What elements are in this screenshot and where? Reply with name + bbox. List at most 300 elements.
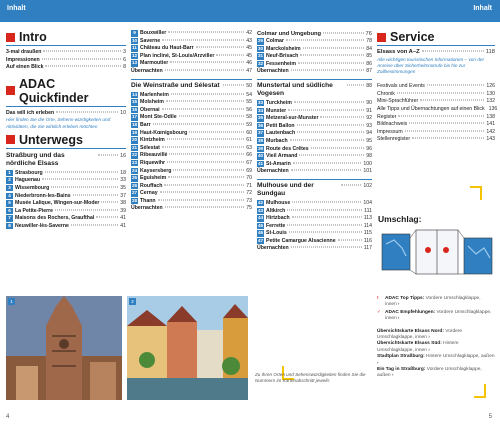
- region-2[interactable]: Die Weinstraße und Sélestat 50: [131, 81, 252, 89]
- toc-label: Eguisheim: [140, 175, 167, 182]
- map-reference: Übersichtskarte Elsass Süd: Hintere Umschlagklappe, innen ›: [377, 341, 459, 353]
- toc-label: Maisons des Rochers, Graufthal: [15, 215, 95, 222]
- cover-diagram: [380, 224, 495, 292]
- entry-number-badge: 38: [257, 137, 264, 143]
- entry-number-badge: 39: [257, 145, 264, 151]
- red-square-icon: [6, 33, 15, 42]
- entry-number-badge: 33: [257, 99, 264, 105]
- toc-label: Register: [377, 113, 397, 120]
- service-row[interactable]: [377, 105, 498, 114]
- toc-page: 78: [366, 38, 372, 44]
- leader-dots: [162, 39, 244, 40]
- leader-dots: [216, 54, 244, 55]
- leader-dots: [289, 232, 362, 233]
- toc-label: Marckolsheim: [266, 45, 301, 52]
- toc-label: Colmar: [266, 38, 284, 44]
- toc-label: Lautenbach: [266, 130, 296, 137]
- leader-dots: [167, 139, 244, 140]
- yellow-corner-top: [470, 186, 482, 200]
- column-3: [257, 30, 372, 253]
- toc-page: 93: [366, 122, 372, 129]
- intro-heading: Intro: [6, 30, 126, 46]
- entry-number-badge: 7: [6, 215, 13, 222]
- toc-row[interactable]: [257, 53, 372, 61]
- region-5[interactable]: Mulhouse und der Sundgau 102: [257, 181, 372, 197]
- leader-dots: [427, 85, 484, 86]
- leader-dots: [45, 66, 121, 67]
- toc-label: Hirtzbach: [266, 215, 290, 222]
- leader-dots: [168, 177, 244, 178]
- toc-row[interactable]: [131, 122, 252, 130]
- entry-number-badge: 2: [6, 177, 13, 184]
- leader-dots: [311, 147, 365, 148]
- leader-dots: [288, 109, 364, 110]
- toc-page: 63: [246, 144, 252, 151]
- entry-number-badge: 42: [257, 199, 264, 205]
- entry-number-badge: 36: [257, 122, 264, 128]
- unterwegs-heading: Unterwegs: [6, 133, 126, 149]
- photo-colmar-canal: [127, 296, 248, 400]
- entry-number-badge: 13: [131, 60, 138, 66]
- leader-dots: [158, 199, 245, 200]
- toc-page: 75: [246, 205, 252, 212]
- toc-row[interactable]: [6, 110, 126, 118]
- toc-page: 92: [366, 115, 372, 122]
- leader-dots: [291, 70, 365, 71]
- toc-label: Wissembourg: [15, 184, 50, 191]
- toc-row[interactable]: [131, 168, 252, 176]
- toc-row[interactable]: [131, 160, 252, 168]
- entry-number-badge: 21: [131, 144, 138, 150]
- toc-page: 58: [246, 114, 252, 121]
- toc-row[interactable]: [131, 45, 252, 53]
- leader-dots: [405, 130, 485, 131]
- toc-label: Kaysersberg: [140, 167, 172, 174]
- service-az[interactable]: Elsass von A–Z 118: [377, 49, 495, 55]
- toc-label: Ferrette: [266, 222, 286, 229]
- toc-label: Sélestat: [140, 144, 160, 151]
- leader-dots: [55, 209, 118, 210]
- entry-number-badge: 4: [6, 193, 13, 200]
- umschlag-legend: [377, 296, 495, 380]
- entry-number-badge: 19: [131, 129, 138, 135]
- red-square-icon: [377, 33, 386, 42]
- toc-label: Marlenheim: [140, 91, 169, 98]
- leader-dots: [290, 139, 365, 140]
- toc-label: Saverne: [140, 37, 161, 44]
- toc-label: Barr: [140, 121, 151, 128]
- photo-badge: 2: [129, 298, 136, 305]
- column-4: [377, 30, 498, 144]
- toc-page: 100: [363, 160, 372, 167]
- leader-dots: [300, 55, 364, 56]
- toc-label: Alle Tipps und Übernachtungen auf einen Blick: [377, 105, 485, 112]
- entry-number-badge: 5: [6, 200, 13, 207]
- leader-dots: [45, 171, 119, 172]
- toc-page: 56: [246, 106, 252, 113]
- toc-row[interactable]: [131, 53, 252, 61]
- toc-row[interactable]: [257, 123, 372, 131]
- toc-page: 72: [246, 190, 252, 197]
- toc-row[interactable]: [257, 146, 372, 154]
- entry-number-badge: 6: [6, 208, 13, 215]
- toc-label: La Petite-Pierre: [15, 207, 54, 214]
- region-4[interactable]: Munstertal und südliche Vogesen 88: [257, 81, 372, 97]
- toc-label: Mini-Sprachführer: [377, 98, 419, 105]
- entry-number-badge: 11: [132, 45, 137, 51]
- toc-page: 113: [363, 215, 372, 222]
- quickfinder-text: Hier finden Sie die Orte, Sehens-würdigkeiten und Aktivitäten, die Sie wirklich erleben möchten: [6, 117, 111, 129]
- toc-page: 6: [123, 56, 126, 63]
- toc-row[interactable]: [6, 177, 126, 185]
- toc-page: 71: [246, 182, 252, 189]
- header-right: Inhalt: [473, 5, 492, 12]
- entry-number-badge: 26: [131, 182, 138, 188]
- toc-row[interactable]: [257, 38, 372, 46]
- toc-page: 85: [366, 53, 372, 60]
- toc-label: Kintzheim: [140, 137, 165, 144]
- leader-dots: [73, 194, 119, 195]
- leader-dots: [42, 179, 118, 180]
- service-row[interactable]: [377, 91, 495, 99]
- uebernachten-row[interactable]: [131, 68, 252, 76]
- toc-row[interactable]: [131, 99, 252, 107]
- toc-row[interactable]: [6, 215, 126, 223]
- leader-dots: [56, 111, 118, 112]
- toc-label: Mont Ste-Odile: [140, 114, 177, 121]
- leader-dots: [96, 217, 118, 218]
- toc-label: Strasbourg: [15, 169, 43, 176]
- leader-dots: [170, 62, 244, 63]
- uebernachten-row[interactable]: [131, 205, 252, 213]
- page-number-left: 4: [6, 414, 10, 420]
- toc-page: 95: [366, 137, 372, 144]
- leader-dots: [189, 131, 244, 132]
- leader-dots: [167, 161, 244, 162]
- entry-number-badge: 8: [6, 223, 13, 230]
- toc-page: 41: [120, 222, 126, 229]
- column-1: [6, 30, 126, 231]
- toc-page: 33: [120, 177, 126, 184]
- entry-number-badge: 41: [257, 160, 264, 166]
- toc-label: Thann: [140, 197, 156, 204]
- region-1[interactable]: Straßburg und das nördliche Elsass 16: [6, 151, 126, 167]
- toc-label: Bouxwiller: [140, 30, 167, 36]
- toc-row[interactable]: [257, 115, 372, 123]
- entry-number-badge: 20: [131, 137, 138, 143]
- toc-row[interactable]: [131, 175, 252, 183]
- leader-dots: [398, 115, 484, 116]
- entry-number-badge: 30: [257, 45, 264, 51]
- entry-number-badge: 28: [131, 197, 138, 203]
- toc-label: Munster: [266, 107, 287, 114]
- toc-page: 47: [246, 67, 252, 74]
- toc-page: 41: [120, 215, 126, 222]
- entry-number-badge: 3: [6, 185, 13, 192]
- leader-dots: [179, 116, 245, 117]
- map-reference: Stadtplan Straßburg: Hintere Umschlagklappe, außen ›: [377, 354, 495, 366]
- umschlag-title: Umschlag:: [378, 214, 422, 224]
- toc-page: 91: [366, 107, 372, 114]
- toc-label: Chronik: [377, 90, 395, 97]
- toc-label: Übernachten: [257, 245, 289, 252]
- leader-dots: [338, 239, 362, 240]
- service-row[interactable]: [377, 136, 495, 144]
- toc-row[interactable]: [131, 114, 252, 122]
- toc-row[interactable]: [131, 145, 252, 153]
- toc-label: Auf einen Blick: [6, 64, 44, 71]
- leader-dots: [420, 100, 484, 101]
- toc-page: 38: [120, 200, 126, 207]
- toc-row[interactable]: [257, 46, 372, 54]
- toc-label: Château du Haut-Barr: [140, 45, 194, 52]
- toc-row[interactable]: [131, 92, 252, 100]
- service-row[interactable]: [377, 129, 495, 137]
- leader-dots: [409, 123, 484, 124]
- toc-page: 61: [246, 137, 252, 144]
- toc-label: Cernay: [140, 190, 158, 197]
- toc-row[interactable]: [131, 183, 252, 191]
- toc-label: St-Amarin: [266, 160, 291, 167]
- toc-row[interactable]: [6, 223, 126, 231]
- entry-number-badge: 12: [131, 52, 138, 58]
- service-row[interactable]: [377, 98, 495, 106]
- toc-row[interactable]: [6, 49, 126, 57]
- toc-label: Haguenau: [15, 177, 41, 184]
- service-az-text: Alle wichtigen touristischen Informationen – von der Anreise über Sicherheitsnotrufe bis hin zur Zollbestimmungen: [377, 56, 485, 74]
- toc-label: St-Louis: [266, 230, 287, 237]
- leader-dots: [164, 184, 244, 185]
- toc-label: Übernachten: [257, 68, 289, 75]
- toc-page: 3: [123, 49, 126, 55]
- toc-label: Altkirch: [266, 207, 286, 214]
- toc-label: Stellenregister: [377, 136, 411, 143]
- leader-dots: [169, 154, 244, 155]
- toc-page: 142: [486, 128, 495, 135]
- yellow-corner-bottom-right: [474, 384, 486, 398]
- entry-number-badge: 17: [131, 114, 138, 120]
- toc-page: 96: [366, 145, 372, 152]
- toc-page: 116: [363, 237, 372, 244]
- entry-number-badge: 34: [257, 107, 264, 113]
- toc-row[interactable]: [257, 100, 372, 108]
- leader-dots: [298, 62, 364, 63]
- toc-page: 104: [363, 199, 372, 206]
- toc-page: 67: [246, 159, 252, 166]
- toc-label: Molsheim: [140, 99, 164, 106]
- entry-number-badge: 46: [257, 230, 264, 236]
- toc-page: 39: [120, 207, 126, 214]
- toc-page: 46: [246, 60, 252, 67]
- leader-dots: [168, 32, 244, 33]
- entry-number-badge: 44: [257, 215, 264, 221]
- toc-row[interactable]: [131, 190, 252, 198]
- toc-page: 126: [486, 83, 495, 90]
- toc-row[interactable]: [6, 208, 126, 216]
- legend-mark-icon: !: [377, 296, 379, 301]
- entry-number-badge: 37: [257, 130, 264, 136]
- entry-number-badge: 18: [131, 121, 138, 127]
- caption: Zu Ihren Orten und Sehenswürdigkeiten finden Sie die Nummern im Kartenabschnitt jeweils: [255, 372, 366, 383]
- toc-page: 73: [246, 197, 252, 204]
- leader-dots: [166, 101, 244, 102]
- toc-page: 66: [246, 152, 252, 159]
- toc-row[interactable]: [131, 137, 252, 145]
- toc-label: Ribeauvillé: [140, 152, 168, 159]
- toc-row[interactable]: [257, 138, 372, 146]
- entry-number-badge: 40: [257, 153, 264, 159]
- toc-page: 98: [366, 153, 372, 160]
- entry-number-badge: 16: [131, 106, 138, 112]
- service-row[interactable]: [377, 114, 495, 122]
- leader-dots: [287, 209, 362, 210]
- toc-row[interactable]: [257, 200, 372, 208]
- toc-label: Festivals und Events: [377, 83, 425, 90]
- toc-page: 10: [120, 109, 126, 116]
- toc-label: Haut-Kœnigsbourg: [140, 129, 188, 136]
- entry-number-badge: 22: [131, 152, 138, 158]
- photo-strasbourg-cathedral: [6, 296, 122, 400]
- toc-row[interactable]: [131, 30, 252, 38]
- map-reference: Übersichtskarte Elsass Nord: Vordere Umschlagklappe, innen ›: [377, 328, 463, 341]
- column-2: [131, 30, 252, 213]
- toc-label: Turckheim: [266, 99, 292, 106]
- leader-dots: [412, 138, 484, 139]
- toc-label: Mulhouse: [266, 199, 291, 206]
- toc-row[interactable]: [131, 60, 252, 68]
- toc-page: 70: [246, 175, 252, 182]
- entry-number-badge: 43: [257, 207, 264, 213]
- toc-row[interactable]: [257, 130, 372, 138]
- legend-item: ✓ ADAC Empfehlungen: Vordere Umschlagklappe, innen›: [377, 309, 492, 322]
- uebernachten-row[interactable]: [257, 68, 372, 76]
- toc-page: 84: [366, 45, 372, 52]
- legend-item: ! ADAC Top Tipps: Vordere Umschlagklappe, innen›: [377, 296, 481, 308]
- toc-page: 136: [488, 105, 498, 112]
- toc-page: 60: [246, 129, 252, 136]
- toc-row[interactable]: [6, 200, 126, 208]
- toc-label: Metzeral-sur-Munster: [266, 115, 319, 122]
- leader-dots: [165, 69, 245, 70]
- leader-dots: [51, 186, 118, 187]
- toc-row[interactable]: [131, 38, 252, 46]
- toc-page: 59: [246, 121, 252, 128]
- toc-page: 111: [364, 207, 372, 214]
- toc-label: Petite Camargue Alsacienne: [266, 237, 336, 244]
- toc-row[interactable]: [257, 153, 372, 161]
- toc-row[interactable]: [131, 107, 252, 115]
- leader-dots: [165, 207, 245, 208]
- toc-row[interactable]: [6, 57, 126, 65]
- entry-number-badge: 31: [257, 53, 264, 59]
- toc-row[interactable]: [6, 193, 126, 201]
- leader-dots: [42, 58, 121, 59]
- leader-dots: [286, 40, 364, 41]
- toc-label: Neuf-Brisach: [266, 53, 299, 60]
- toc-label: Impressionen: [6, 56, 40, 63]
- red-square-icon: [6, 86, 15, 95]
- red-square-icon: [6, 135, 15, 144]
- leader-dots: [291, 170, 362, 171]
- header-left: Inhalt: [7, 5, 26, 12]
- toc-label: Übernachten: [257, 168, 289, 175]
- toc-row[interactable]: [6, 170, 126, 178]
- toc-page: 101: [363, 168, 372, 175]
- toc-page: 132: [486, 98, 495, 105]
- toc-row[interactable]: [131, 152, 252, 160]
- entry-number-badge: 9: [131, 30, 138, 37]
- entry-number-badge: 35: [257, 115, 264, 121]
- toc-row[interactable]: [131, 130, 252, 138]
- toc-label: Route des Crêtes: [266, 145, 309, 152]
- toc-row[interactable]: [257, 223, 372, 231]
- toc-page: 8: [123, 64, 126, 71]
- toc-row[interactable]: [257, 230, 372, 238]
- toc-page: 94: [366, 130, 372, 137]
- toc-label: Obernai: [140, 106, 160, 113]
- toc-row[interactable]: [257, 215, 372, 223]
- uebernachten-row[interactable]: [257, 168, 372, 176]
- entry-number-badge: 23: [131, 159, 138, 165]
- region-3[interactable]: Colmar und Umgebung 76: [257, 31, 372, 37]
- toc-label: Vieil Armand: [266, 153, 298, 160]
- toc-row[interactable]: [257, 208, 372, 216]
- leader-dots: [303, 47, 365, 48]
- toc-page: 69: [246, 167, 252, 174]
- leader-dots: [297, 124, 365, 125]
- toc-page: 115: [363, 230, 372, 237]
- top-bar: [0, 0, 500, 22]
- service-row[interactable]: [377, 121, 495, 129]
- entry-number-badge: 1: [6, 170, 13, 177]
- entry-number-badge: 10: [131, 37, 138, 43]
- toc-label: Niederbronn-les-Bains: [15, 192, 71, 199]
- leader-dots: [173, 169, 244, 170]
- leader-dots: [43, 51, 121, 52]
- entry-number-badge: 45: [257, 222, 264, 228]
- toc-label: Murbach: [266, 137, 288, 144]
- toc-label: Neuwiller-lès-Saverne: [15, 222, 69, 229]
- toc-label: Rouffach: [140, 182, 163, 189]
- toc-page: 86: [366, 60, 372, 67]
- entry-number-badge: 15: [131, 99, 138, 105]
- toc-page: 117: [363, 245, 372, 252]
- page-number-right: 5: [488, 414, 492, 420]
- service-row[interactable]: [377, 83, 495, 91]
- service-heading: Service: [377, 30, 495, 46]
- toc-row[interactable]: [257, 108, 372, 116]
- uebernachten-row[interactable]: [257, 245, 372, 253]
- toc-page: 55: [246, 99, 252, 106]
- leader-dots: [293, 162, 362, 163]
- toc-page: 45: [246, 45, 252, 52]
- leader-dots: [71, 224, 118, 225]
- leader-dots: [287, 224, 361, 225]
- leader-dots: [162, 108, 245, 109]
- toc-label: Riquewihr: [140, 159, 166, 166]
- leader-dots: [153, 123, 245, 124]
- toc-row[interactable]: [6, 185, 126, 193]
- toc-page: 37: [120, 192, 126, 199]
- toc-label: Bildnachweis: [377, 121, 408, 128]
- entry-number-badge: 27: [131, 190, 138, 196]
- toc-page: 141: [486, 121, 495, 128]
- toc-page: 43: [246, 37, 252, 44]
- toc-row[interactable]: [6, 64, 126, 72]
- entry-number-badge: 25: [131, 175, 138, 181]
- toc-label: 3-mal draußen: [6, 49, 42, 55]
- toc-label: Petit Ballon: [266, 122, 295, 129]
